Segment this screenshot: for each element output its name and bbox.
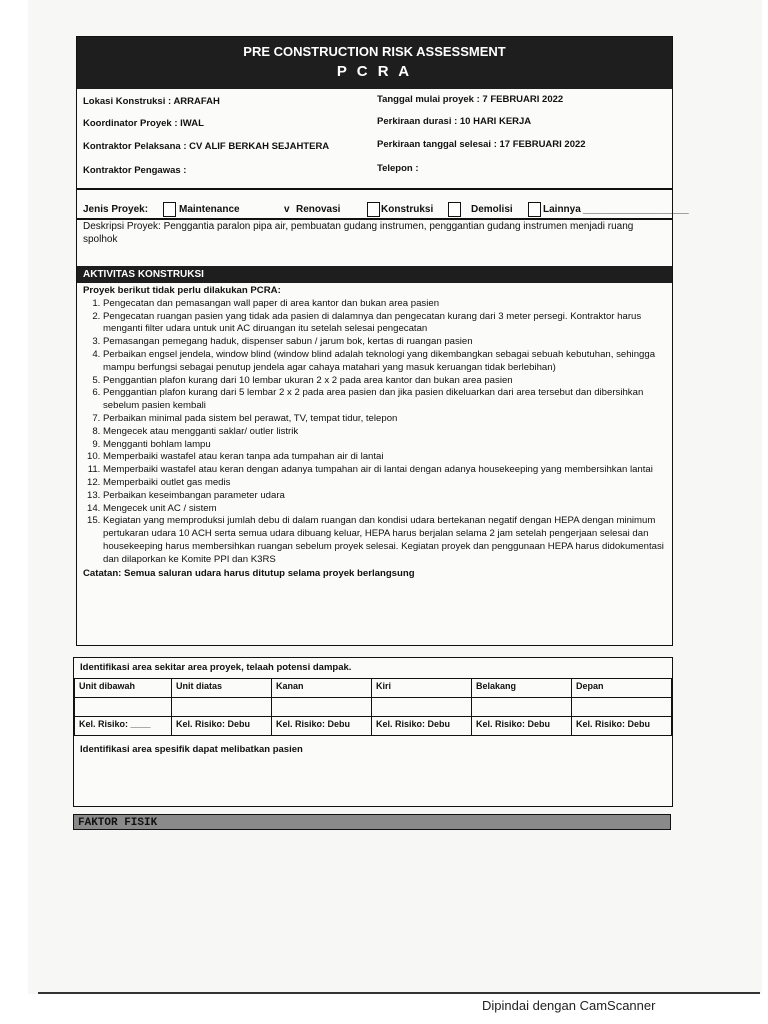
- table-header-cell: Kanan: [272, 679, 372, 698]
- aktivitas-list: [83, 298, 667, 567]
- table-header-cell: Unit diatas: [172, 679, 272, 698]
- table-header-cell: Belakang: [471, 679, 571, 698]
- jenis-label: Jenis Proyek:: [83, 204, 149, 215]
- check-mark: v: [284, 204, 290, 215]
- table-cell[interactable]: [471, 698, 571, 717]
- table-row: [75, 679, 672, 698]
- list-item: 2. Pengecatan ruangan pasien yang tidak ada pasien di dalamnya dan pengecatan kurang dari 3 meter persegi. Kontraktor harus menganti filter udara untuk unit AC diruangan itu setelah selesai pengecatan: [103, 311, 667, 337]
- risk-cell: Kel. Risiko: Debu: [471, 717, 571, 736]
- list-item: 3. Pemasangan pemegang haduk, dispenser sabun / jarum bok, kertas di ruangan pasien: [103, 336, 667, 349]
- risk-cell: Kel. Risiko: Debu: [172, 717, 272, 736]
- list-item: 5. Penggantian plafon kurang dari 10 lembar ukuran 2 x 2 pada area kantor dan bukan area pasien: [103, 375, 667, 388]
- table-row: [75, 717, 672, 736]
- aktivitas-heading: AKTIVITAS KONSTRUKSI: [77, 266, 672, 283]
- option-konstruksi: Konstruksi: [381, 204, 434, 215]
- field-telepon: Telepon :: [377, 163, 419, 174]
- checkbox-lainnya[interactable]: [528, 202, 541, 217]
- lainnya-blank: ___________________: [583, 204, 689, 215]
- risk-cell: Kel. Risiko: Debu: [371, 717, 471, 736]
- table-header-cell: Kiri: [371, 679, 471, 698]
- deskripsi-proyek: Deskripsi Proyek: Penggantia paralon pipa air, pembuatan gudang instrumen, penggantian gudang instrumen menjadi ruang spolhok: [83, 221, 634, 245]
- risk-cell: Kel. Risiko: ____: [75, 717, 172, 736]
- identifikasi-table: [74, 678, 672, 736]
- aktivitas-body: [83, 285, 667, 580]
- field-koordinator: Koordinator Proyek : IWAL: [83, 118, 204, 129]
- table-cell[interactable]: [272, 698, 372, 717]
- aktivitas-intro: Proyek berikut tidak perlu dilakukan PCRA:: [83, 285, 281, 296]
- scanner-watermark: Dipindai dengan CamScanner: [482, 998, 656, 1013]
- list-item: 7. Perbaikan minimal pada sistem bel perawat, TV, tempat tidur, telepon: [103, 413, 667, 426]
- table-cell[interactable]: [75, 698, 172, 717]
- list-item: 1. Pengecatan dan pemasangan wall paper di area kantor dan bukan area pasien: [103, 298, 667, 311]
- option-demolisi: Demolisi: [471, 204, 513, 215]
- catatan: Catatan: Semua saluran udara harus ditutup selama proyek berlangsung: [83, 567, 415, 579]
- form-subtitle: P C R A: [336, 63, 413, 80]
- field-tanggal-mulai: Tanggal mulai proyek : 7 FEBRUARI 2022: [377, 94, 564, 105]
- option-lainnya: Lainnya: [543, 204, 581, 215]
- list-item: 4. Perbaikan engsel jendela, window blind (window blind adalah teknologi yang dikembangkan sebagai sebuah kebutuhan, sehingga mampu berfungsi sebagai penutup jendela agar cahaya matahari yang masuk keruangan tidak berlebihan): [103, 349, 667, 375]
- form-title: PRE CONSTRUCTION RISK ASSESSMENT: [243, 44, 506, 59]
- option-maintenance: Maintenance: [179, 204, 240, 215]
- identifikasi-title: Identifikasi area sekitar area proyek, telaah potensi dampak.: [80, 662, 352, 673]
- risk-cell: Kel. Risiko: Debu: [571, 717, 671, 736]
- field-tanggal-selesai: Perkiraan tanggal selesai : 17 FEBRUARI 2022: [377, 139, 586, 150]
- list-item: 14. Mengecek unit AC / sistem: [103, 503, 667, 516]
- list-item: 9. Mengganti bohlam lampu: [103, 439, 667, 452]
- identifikasi-section: [73, 657, 673, 807]
- risk-cell: Kel. Risiko: Debu: [272, 717, 372, 736]
- divider: [77, 188, 672, 190]
- field-kontraktor-pelaksana: Kontraktor Pelaksana : CV ALIF BERKAH SEJAHTERA: [83, 141, 330, 152]
- list-item: 13. Perbaikan keseimbangan parameter udara: [103, 490, 667, 503]
- field-lokasi: Lokasi Konstruksi : ARRAFAH: [83, 96, 220, 107]
- list-item: 6. Penggantian plafon kurang dari 5 lembar 2 x 2 pada area pasien dan jika pasien dikeluarkan dari area tersebut dan dibersihkan sebelum pasien kembali: [103, 387, 667, 413]
- option-renovasi: Renovasi: [296, 204, 341, 215]
- list-item: 10. Memperbaiki wastafel atau keran tanpa ada tumpahan air di lantai: [103, 451, 667, 464]
- identifikasi-spesifik: Identifikasi area spesifik dapat melibatkan pasien: [80, 744, 303, 755]
- page-edge-line: [38, 992, 760, 994]
- table-cell[interactable]: [172, 698, 272, 717]
- table-cell[interactable]: [371, 698, 471, 717]
- form-header: [77, 37, 672, 89]
- field-durasi: Perkiraan durasi : 10 HARI KERJA: [377, 116, 532, 127]
- list-item: 15. Kegiatan yang memproduksi jumlah debu di dalam ruangan dan kondisi udara bertekanan negatif dengan HEPA dengan minimum pertukaran udara 10 ACH serta semua udara dibuang keluar, HEPA harus berjalan selama 2 jam setelah pengerjaan selesai dan housekeeping harus membersihkan ruangan sebelum proyek selesai. Kegiatan proyek dan penggunaan HEPA harus didokumentasi dan dilaporkan ke Komite PPI dan K3RS: [103, 515, 667, 566]
- table-cell[interactable]: [571, 698, 671, 717]
- list-item: 8. Mengecek atau mengganti saklar/ outler listrik: [103, 426, 667, 439]
- checkbox-maintenance[interactable]: [163, 202, 176, 217]
- checkbox-konstruksi[interactable]: [367, 202, 380, 217]
- table-header-cell: Depan: [571, 679, 671, 698]
- pcra-form: [76, 36, 689, 646]
- list-item: 11. Memperbaiki wastafel atau keran dengan adanya tumpahan air di lantai dengan adanya housekeeping yang membersihkan lantai: [103, 464, 667, 477]
- checkbox-demolisi[interactable]: [448, 202, 461, 217]
- table-header-cell: Unit dibawah: [75, 679, 172, 698]
- table-row: [75, 698, 672, 717]
- field-kontraktor-pengawas: Kontraktor Pengawas :: [83, 165, 187, 176]
- list-item: 12. Memperbaiki outlet gas medis: [103, 477, 667, 490]
- faktor-fisik-heading: FAKTOR FISIK: [73, 814, 671, 830]
